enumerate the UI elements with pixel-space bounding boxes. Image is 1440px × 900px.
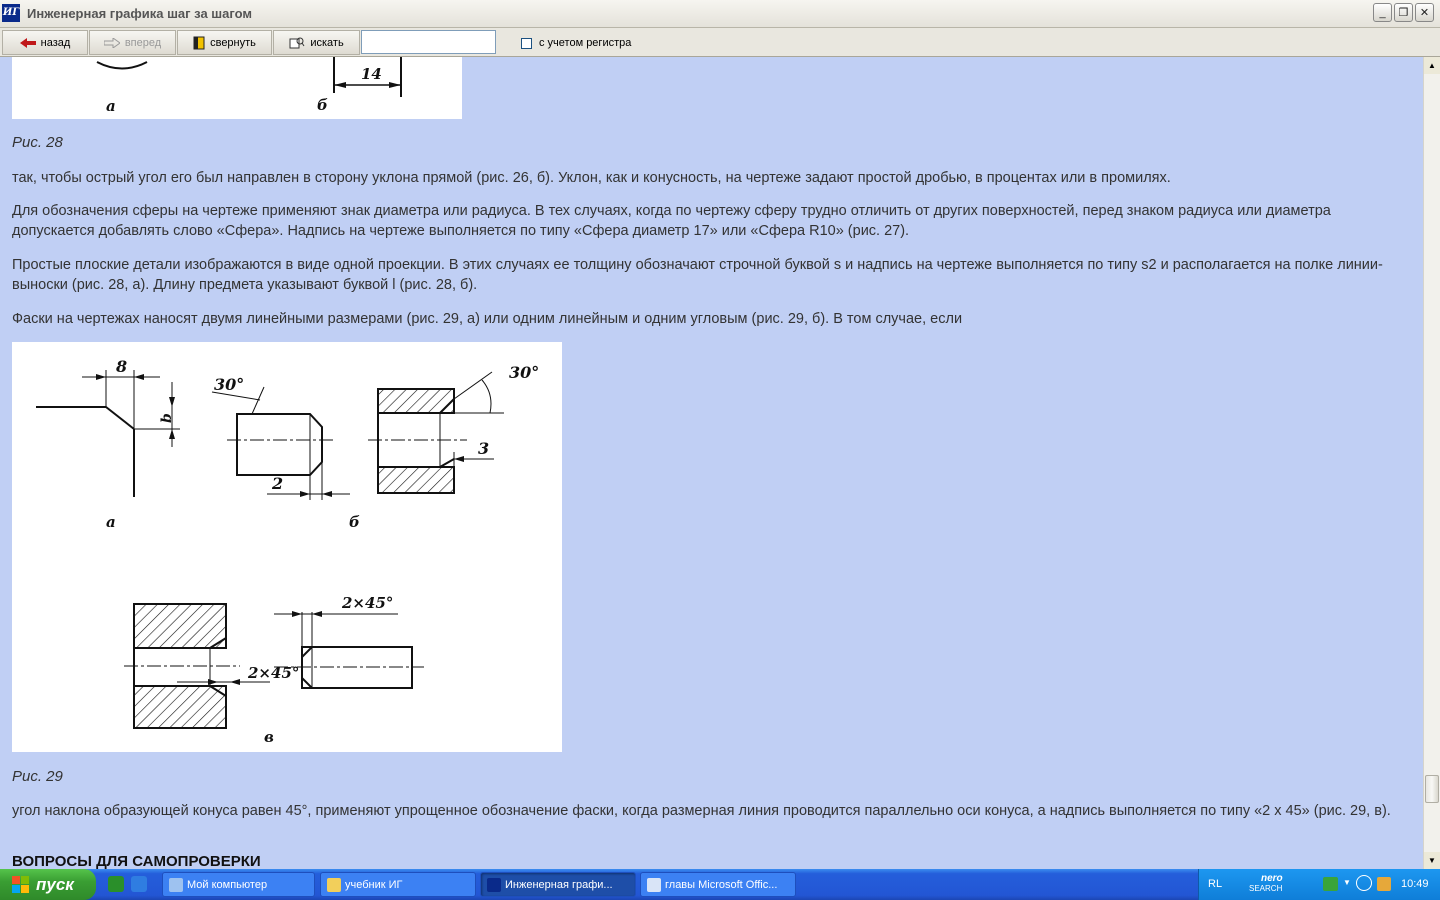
toolbar: [0, 28, 1440, 57]
taskbar-item-my-computer[interactable]: [162, 872, 315, 897]
scroll-thumb[interactable]: [1425, 775, 1439, 803]
fig28-label-a: а: [106, 97, 116, 115]
minimize-button[interactable]: _: [1373, 3, 1392, 22]
word-document-icon: [647, 878, 661, 892]
section-heading: ВОПРОСЫ ДЛЯ САМОПРОВЕРКИ: [12, 853, 261, 869]
search-icon: [289, 36, 305, 50]
fig29-dim-2x45b: 2×45°: [342, 594, 394, 612]
folder-icon: [327, 878, 341, 892]
expand-tray-icon[interactable]: [1356, 875, 1372, 891]
case-checkbox[interactable]: [521, 38, 532, 49]
fig29-label-v: в: [264, 728, 274, 746]
fig29-dim-2x45a: 2×45°: [248, 664, 300, 682]
title-bar: [0, 0, 1440, 28]
paragraph-3: Простые плоские детали изображаются в виде одной проекции. В этих случаях ее толщину обозначают строчной буквой s и надпись на чертеже выполняется по типу s2 и располагается на полке линии-выноски (рис. 28, а). Длину предмета указывают буквой l (рис. 28, б).: [12, 257, 1383, 293]
fig29-label-a: а: [106, 513, 116, 531]
taskbar-item-label: Мой компьютер: [187, 878, 268, 891]
fig29-dim-3: 3: [478, 439, 490, 458]
caption-fig-29: Рис. 29: [12, 768, 63, 785]
start-label: пуск: [36, 874, 74, 894]
content-area: [0, 57, 1423, 869]
fig29-dim-8: 8: [116, 357, 128, 376]
taskbar-item-app[interactable]: [480, 872, 636, 897]
nero-logo[interactable]: nero: [1261, 873, 1283, 884]
paragraph-4: Фаски на чертежах наносят двумя линейными размерами (рис. 29, а) или одним линейным и одним угловым (рис. 29, б). В том случае, если: [12, 311, 963, 327]
fig29-dim-30b: 30°: [509, 363, 540, 382]
start-button[interactable]: [0, 869, 96, 900]
figure-29: [12, 342, 562, 752]
fig29-label-b: б: [349, 513, 360, 531]
vertical-scrollbar[interactable]: [1423, 57, 1440, 869]
scroll-down-arrow-icon[interactable]: ▼: [1424, 852, 1440, 869]
fig29-part-b: [212, 375, 360, 531]
search-input[interactable]: [361, 30, 496, 54]
collapse-label: свернуть: [210, 36, 256, 49]
scroll-up-arrow-icon[interactable]: ▲: [1424, 57, 1440, 74]
book-icon: [193, 36, 205, 50]
fig28-label-b: б: [317, 96, 328, 114]
taskbar-item-label: учебник ИГ: [345, 878, 403, 891]
language-indicator[interactable]: RL: [1208, 878, 1223, 890]
browser-icon[interactable]: [131, 876, 147, 892]
taskbar: [0, 869, 1440, 900]
clock[interactable]: 10:49: [1401, 878, 1429, 890]
back-label: назад: [40, 36, 71, 49]
arrow-tray-icon[interactable]: [1323, 877, 1338, 891]
media-player-icon[interactable]: [108, 876, 124, 892]
collapse-button[interactable]: [177, 30, 272, 55]
back-button[interactable]: [2, 30, 88, 55]
fig29-part-v: [124, 594, 424, 746]
nero-search-label: SEARCH: [1249, 884, 1283, 893]
forward-label: вперед: [124, 36, 162, 49]
search-label: искать: [310, 36, 344, 49]
windows-logo-icon: [12, 876, 30, 894]
taskbar-item-label: Инженерная графи...: [505, 878, 613, 891]
back-arrow-icon: [20, 38, 36, 48]
paragraph-1: так, чтобы острый угол его был направлен в сторону уклона прямой (рис. 26, б). Уклон, как и конусность, на чертеже задают простой дробью, в процентах или в промилях.: [12, 170, 1171, 186]
fig29-dim-30a: 30°: [214, 375, 245, 394]
app-icon: ИГ: [2, 4, 20, 22]
fig29-dim-b: b: [159, 413, 175, 423]
forward-arrow-icon: [104, 38, 120, 48]
computer-icon: [169, 878, 183, 892]
caption-fig-28: Рис. 28: [12, 134, 63, 151]
taskbar-item-label: главы Microsoft Offic...: [665, 878, 778, 891]
maximize-button[interactable]: ❐: [1394, 3, 1413, 22]
fig29-part-a: [36, 357, 180, 531]
fig29-part-c: [368, 363, 539, 493]
close-button[interactable]: ✕: [1415, 3, 1434, 22]
case-checkbox-label: с учетом регистра: [539, 37, 632, 49]
fig28-dim-14: 14: [361, 65, 382, 83]
system-tray: [1198, 869, 1440, 900]
app-icon: [487, 878, 501, 892]
taskbar-item-word[interactable]: [640, 872, 796, 897]
window-title: Инженерная графика шаг за шагом: [27, 6, 252, 21]
forward-button[interactable]: [89, 30, 176, 55]
paragraph-2: Для обозначения сферы на чертеже применяют знак диаметра или радиуса. В тех случаях, когда по чертежу сферу трудно отличить от других поверхностей, перед знаком радиуса или диаметра допускается добавлять слово «Сфера». Надпись на чертеже выполняется по типу «Сфера диаметр 17» или «Сфера R10» (рис. 27).: [12, 203, 1331, 239]
paragraph-5: угол наклона образующей конуса равен 45°, применяют упрощенное обозначение фаски, когда размерная линия проводится параллельно оси конуса, а надпись выполняется по типу «2 х 45» (рис. 29, в).: [12, 803, 1391, 819]
search-button[interactable]: [273, 30, 360, 55]
network-icon[interactable]: [1377, 877, 1391, 891]
fig29-dim-2: 2: [272, 474, 284, 493]
figure-28: [12, 57, 462, 119]
chevron-down-icon[interactable]: ▼: [1343, 878, 1351, 887]
taskbar-item-folder[interactable]: [320, 872, 476, 897]
